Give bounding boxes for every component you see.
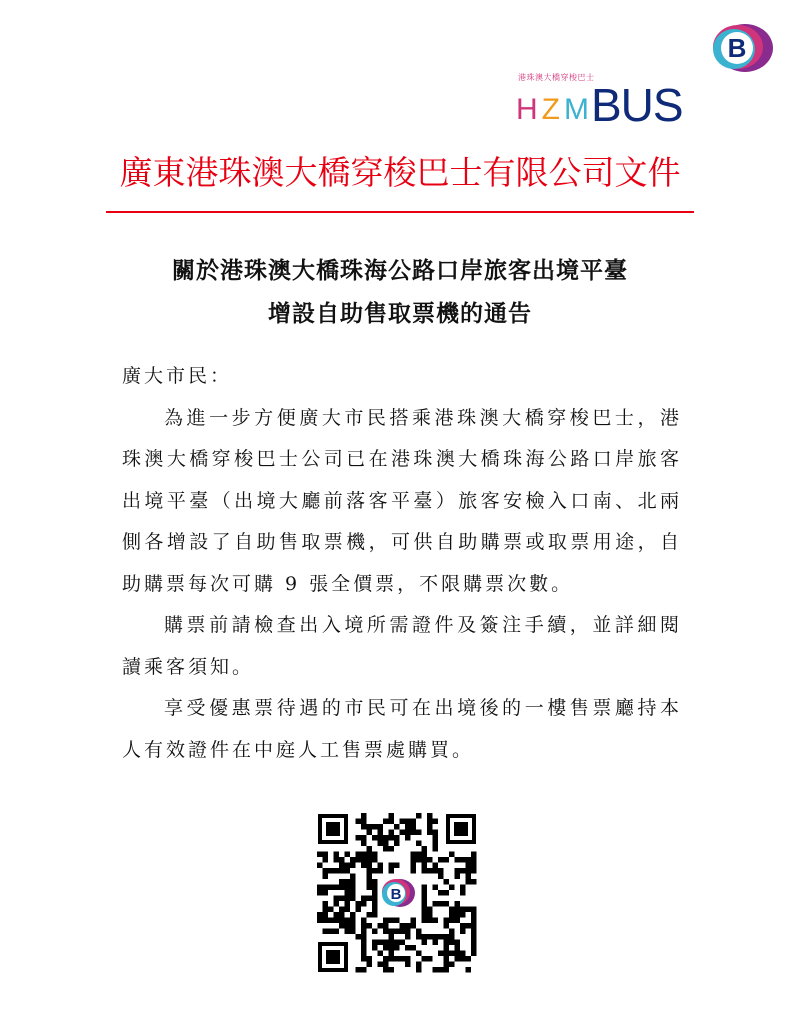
notice-body	[122, 356, 682, 771]
logo-letter-m: M	[564, 93, 591, 126]
logo-bus-text: BUS	[591, 79, 683, 131]
qr-finder-top-right	[446, 814, 476, 844]
logo-subtitle: 港珠澳大橋穿梭巴士	[518, 73, 595, 82]
hzmbus-logo	[512, 20, 782, 131]
salutation: 廣大市民：	[122, 365, 233, 387]
qr-finder-bottom-left	[318, 942, 348, 972]
hzm-bus-b-logo-icon	[707, 20, 777, 76]
svg-text:B: B	[727, 33, 747, 63]
logo-letter-h: H	[516, 93, 542, 126]
hzm-bus-b-logo-icon	[378, 874, 416, 912]
paragraph-1: 為進一步方便廣大市民搭乘港珠澳大橋穿梭巴士，港珠澳大橋穿梭巴士公司已在港珠澳大橋珠海公路口岸旅客出境平臺（出境大廳前落客平臺）旅客安檢入口南、北兩側各增設了自助售取票機，可供自助購票或取票用途，自助購票每次可購 9 張全價票，不限購票次數。	[122, 406, 682, 595]
svg-text:B: B	[390, 886, 402, 903]
qr-code[interactable]	[314, 810, 480, 976]
notice-title-line-1: 關於港珠澳大橋珠海公路口岸旅客出境平臺	[172, 257, 628, 284]
logo-wordmark	[516, 76, 683, 130]
qr-finder-top-left	[318, 814, 348, 844]
header-divider	[106, 211, 694, 213]
company-header: 廣東港珠澳大橋穿梭巴士有限公司文件	[119, 153, 681, 192]
logo-letter-z: Z	[541, 93, 564, 126]
paragraph-3: 享受優惠票待遇的市民可在出境後的一樓售票廳持本人有效證件在中庭人工售票處購買。	[122, 697, 682, 761]
notice-title-line-2: 增設自助售取票機的通告	[268, 300, 532, 327]
paragraph-2: 購票前請檢查出入境所需證件及簽注手續，並詳細閱讀乘客須知。	[122, 614, 682, 678]
